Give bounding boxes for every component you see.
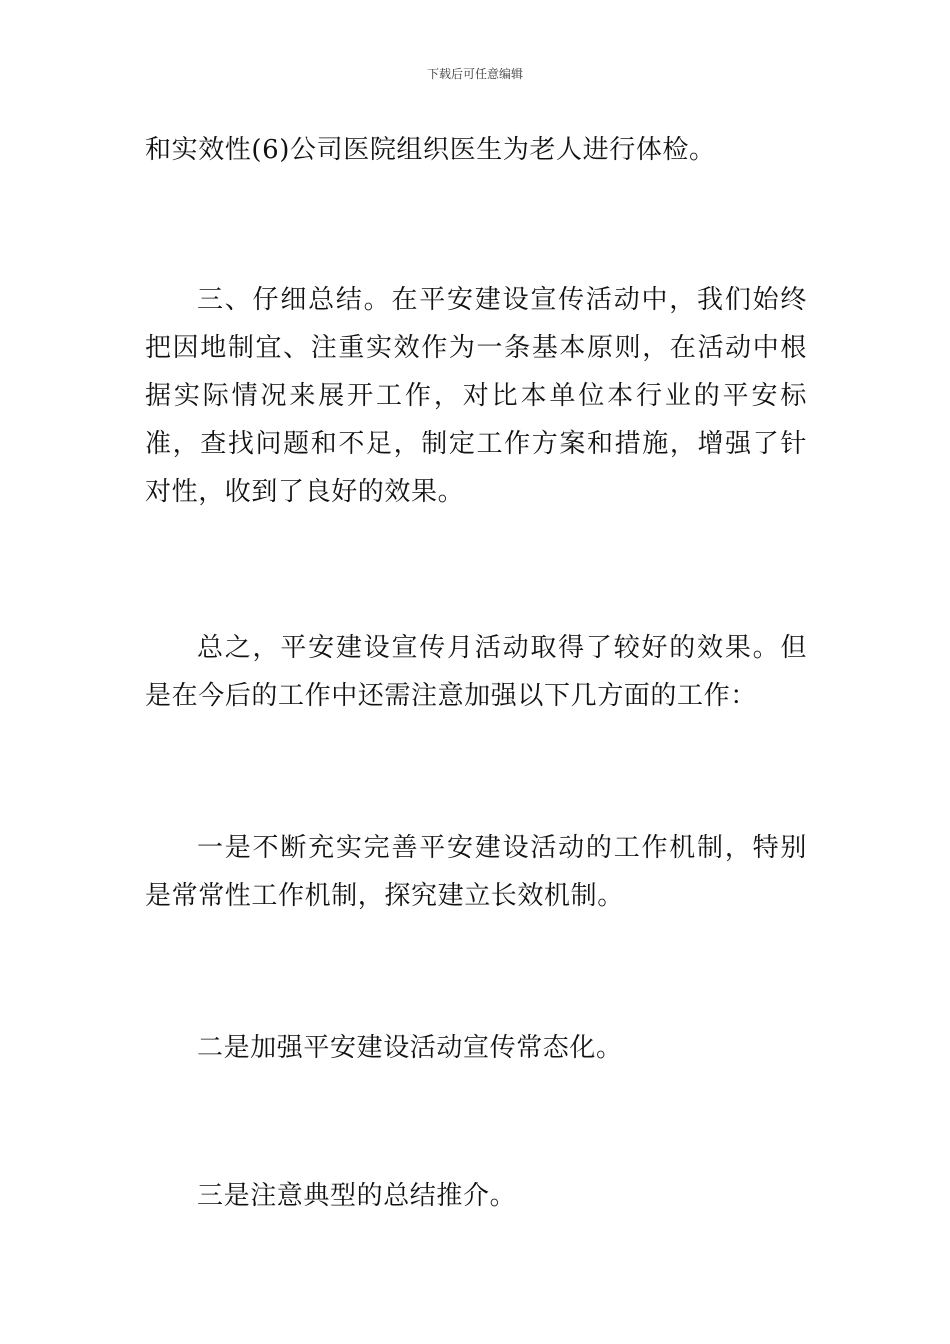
paragraph-point-three: 三是注意典型的总结推介。 (197, 1181, 517, 1211)
paragraph-continuation: 和实效性(6)公司医院组织医生为老人进行体检。 (145, 135, 716, 165)
paragraph-point-one: 一是不断充实完善平安建设活动的工作机制，特别是常常性工作机制，探究建立长效机制。 (145, 833, 807, 911)
paragraph-conclusion: 总之，平安建设宣传月活动取得了较好的效果。但是在今后的工作中还需注意加强以下几方面的工作： (145, 633, 807, 711)
paragraph-summary: 三、仔细总结。在平安建设宣传活动中，我们始终把因地制宜、注重实效作为一条基本原则，在活动中根据实际情况来展开工作，对比本单位本行业的平安标准，查找问题和不足，制定工作方案和措施，增强了针对性，收到了良好的效果。 (145, 285, 807, 507)
page-header: 下载后可任意编辑 (426, 67, 523, 81)
paragraph-point-two: 二是加强平安建设活动宣传常态化。 (197, 1033, 623, 1063)
